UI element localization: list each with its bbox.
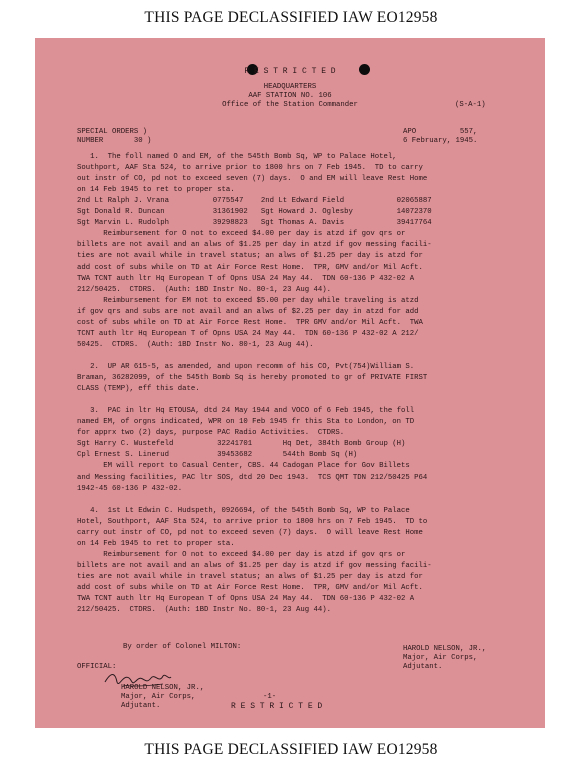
order-date: 6 February, 1945. bbox=[403, 137, 478, 145]
body-line: billets are not avail and an alws of $1.25 per day in atzd if gov messing facili- bbox=[77, 241, 432, 250]
station-title: AAF STATION NO. 106 bbox=[248, 92, 332, 100]
body-line: carry out instr of CO, pd not to exceed seven (7) days. O will leave Rest Home bbox=[77, 528, 423, 537]
special-orders-label: SPECIAL ORDERS ) bbox=[77, 128, 148, 136]
restricted-header: R E S T R I C T E D bbox=[244, 67, 336, 76]
body-line: 4. 1st Lt Edwin C. Hudspeth, 0926694, of the 545th Bomb Sq, WP to Palace bbox=[77, 506, 410, 515]
body-line: 3. PAC in ltr Hq ETOUSA, dtd 24 May 1944 and VOCO of 6 Feb 1945, the foll bbox=[77, 407, 415, 416]
office-code: (S-A-1) bbox=[455, 101, 486, 109]
signer-title-left: Adjutant. bbox=[121, 702, 161, 710]
body-line: Reimbursement for EM not to exceed $5.00 per day while traveling is atzd bbox=[77, 296, 419, 305]
body-line: named EM, of orgns indicated, WPR on 10 Feb 1945 fr this Sta to London, on TD bbox=[77, 418, 415, 427]
body-line: and Messing facilities, PAC ltr SOS, dtd 20 Dec 1943. TCS QMT TDN 212/50425 P64 bbox=[77, 473, 428, 482]
body-line: ties are not avail while in travel status; an alws of $1.25 per day is atzd for bbox=[77, 572, 423, 581]
body-line: for apprx two (2) days, purpose PAC Radio Activities. CTDRS. bbox=[77, 429, 345, 438]
body-line: on 14 Feb 1945 to ret to proper sta. bbox=[77, 186, 235, 195]
document-page bbox=[35, 38, 545, 728]
body-line: 1. The foll named O and EM, of the 545th Bomb Sq, WP to Palace Hotel, bbox=[77, 153, 397, 161]
signer-name-left: HAROLD NELSON, JR., bbox=[121, 684, 205, 692]
body-line: ties are not avail while in travel status; an alws of $1.25 per day is atzd for bbox=[77, 252, 423, 261]
body-line: if gov qrs and subs are not avail and an alws of $2.25 per day in atzd for add bbox=[77, 307, 419, 316]
body-line: 50425. CTDRS. (Auth: 1BD Instr No. 80-1, 23 Aug 44). bbox=[77, 340, 314, 349]
restricted-footer: R E S T R I C T E D bbox=[231, 702, 323, 711]
page-number: -1- bbox=[263, 693, 277, 701]
body-line: CLASS (TEMP), eff this date. bbox=[77, 385, 200, 394]
declassified-banner-top: THIS PAGE DECLASSIFIED IAW EO12958 bbox=[144, 9, 438, 26]
by-order-line: By order of Colonel MILTON: bbox=[123, 643, 242, 651]
body-line: 2. UP AR 615-5, as amended, and upon recomm of his CO, Pvt(754)William S. bbox=[77, 363, 415, 371]
signer-title-right: Adjutant. bbox=[403, 663, 443, 671]
body-line: cost of subs while on TD at Air Force Rest Home. TPR GMV and/or Mil Acft. TWA bbox=[77, 318, 423, 327]
order-number-label: NUMBER 30 ) bbox=[77, 137, 152, 145]
body-line: Reimbursement for O not to exceed $4.00 per day is atzd if gov qrs or bbox=[77, 230, 406, 239]
body-line: TWA TCNT auth ltr Hq European T of Opns USA 24 May 44. TDN 60-136 P 432-02 A bbox=[77, 274, 415, 283]
body-line: 212/50425. CTDRS. (Auth: 1BD Instr No. 80-1, 23 Aug 44). bbox=[77, 606, 331, 614]
body-line: 2nd Lt Ralph J. Vrana 0775547 2nd Lt Edward Field 02065887 bbox=[77, 197, 432, 206]
body-line: Cpl Ernest S. Linerud 39453682 544th Bomb Sq (H) bbox=[77, 451, 358, 460]
body-line: EM will report to Casual Center, CBS. 44 Cadogan Place for Gov Billets bbox=[77, 462, 410, 471]
body-line: on 14 Feb 1945 to ret to proper sta. bbox=[77, 539, 235, 548]
body-line: 212/50425. CTDRS. (Auth: 1BD Instr No. 80-1, 23 Aug 44). bbox=[77, 285, 331, 294]
signer-name-right: HAROLD NELSON, JR., bbox=[403, 645, 487, 653]
apo-label: APO 557, bbox=[403, 128, 478, 136]
body-line: Southport, AAF Sta 524, to arrive prior to 1800 hrs on 7 Feb 1945. TD to carry bbox=[77, 164, 423, 172]
office-title: Office of the Station Commander bbox=[222, 101, 358, 109]
body-line: 1942-45 60-136 P 432-02. bbox=[77, 484, 183, 493]
body-line: add cost of subs while on TD at Air Force Rest Home. TPR, GMV and/or Mil Acft. bbox=[77, 584, 423, 592]
body-line: add cost of subs while on TD at Air Force Rest Home. TPR, GMV and/or Mil Acft. bbox=[77, 263, 423, 272]
declassified-banner-bottom: THIS PAGE DECLASSIFIED IAW EO12958 bbox=[144, 741, 438, 758]
body-line: Braman, 36282099, of the 545th Bomb Sq is hereby promoted to gr of PRIVATE FIRST bbox=[77, 374, 428, 382]
body-line: Sgt Harry C. Wustefeld 32241701 Hq Det, 384th Bomb Group (H) bbox=[77, 440, 406, 449]
signer-rank-right: Major, Air Corps, bbox=[403, 654, 478, 662]
body-line: Hotel, Southport, AAF Sta 524, to arrive prior to 1800 hrs on 7 Feb 1945. TD to bbox=[77, 517, 428, 526]
body-line: Sgt Donald R. Duncan 31361902 Sgt Howard J. Oglesby 14072370 bbox=[77, 208, 432, 217]
headquarters-title: HEADQUARTERS bbox=[263, 83, 317, 91]
body-line: Reimbursement for O not to exceed $4.00 per day is atzd if gov qrs or bbox=[77, 550, 406, 559]
body-line: TCNT auth ltr Hq European T of Opns USA 24 May 44. TDN 60-136 P 432-02 A 212/ bbox=[77, 329, 419, 338]
body-line: TWA TCNT auth ltr Hq European T of Opns USA 24 May 44. TDN 60-136 P 432-02 A bbox=[77, 595, 415, 603]
official-label: OFFICIAL: bbox=[77, 663, 117, 671]
body-line: Sgt Marvin L. Rudolph 39298823 Sgt Thomas A. Davis 39417764 bbox=[77, 219, 432, 228]
body-line: billets are not avail and an alws of $1.25 per day is atzd if gov messing facili- bbox=[77, 561, 432, 570]
signer-rank-left: Major, Air Corps, bbox=[121, 693, 196, 701]
body-line: out instr of CO, pd not to exceed seven (7) days. O and EM will leave Rest Home bbox=[77, 175, 428, 184]
